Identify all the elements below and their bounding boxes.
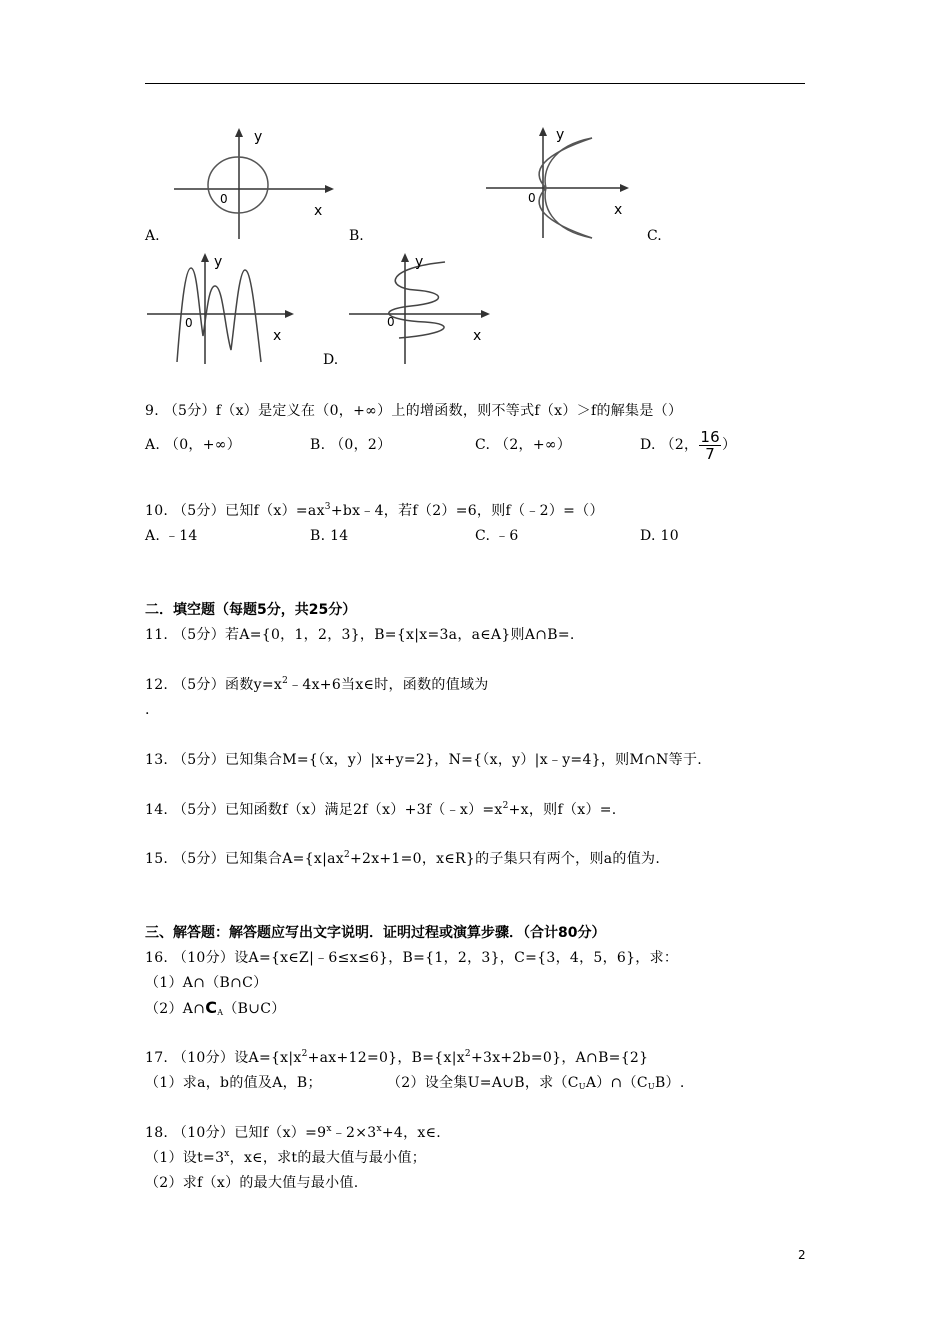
option-d-label: D. [323, 352, 339, 368]
svg-text:x: x [273, 328, 282, 344]
section-3-heading: 三、解答题：解答题应写出文字说明．证明过程或演算步骤．（合计80分） [145, 925, 606, 941]
section-2-heading: 二．填空题（每题5分，共25分） [145, 602, 357, 618]
svg-text:y: y [415, 254, 424, 270]
svg-text:y: y [254, 129, 263, 145]
q17-stem: 17. （10分）设$A=\{x|x^2+ax+12=0\}$，$B=\{x|x^2+3x+2b=0\}$，A∩B={2} [145, 1049, 649, 1066]
svg-text:x: x [314, 203, 323, 219]
graph-a-circle [168, 125, 348, 245]
q10-option-b: B. 14 [310, 528, 349, 544]
q10-option-a: A. ﹣14 [145, 528, 198, 544]
q11: 11. （5分）若A={0，1，2，3}，B={x|x=3a，a∈A}则A∩B=. [145, 627, 575, 643]
q12-blank-dot: . [145, 702, 150, 718]
graph-d-sideways-wave [345, 250, 505, 370]
q16-part-1: （1）A∩（B∩C） [145, 975, 268, 991]
q17-part-2: （2）设全集U=A∪B，求$(C_UA)\cap(C_UB)$. [387, 1075, 685, 1091]
q16-part-2: $(2)A\cap C_A(B\cup C)$ [145, 998, 286, 1017]
q18-stem: 18. （10分）已知$f(x)=9^x﹣2\times 3^x+4$，x∈. [145, 1124, 442, 1141]
q18-part-2: （2）求f（x）的最大值与最小值. [145, 1175, 359, 1191]
svg-text:0: 0 [528, 191, 536, 205]
q10-option-d: D. 10 [640, 528, 679, 544]
option-b-label: B. [349, 228, 364, 244]
q9-option-c: C. （2，+∞） [475, 437, 572, 453]
option-c-label: C. [647, 228, 662, 244]
q13: 13. （5分）已知集合M={（x，y）|x+y=2}，N={（x，y）|x﹣y=4}，则M∩N等于. [145, 752, 703, 768]
svg-text:0: 0 [185, 316, 193, 330]
q10-option-c: C. ﹣6 [475, 528, 519, 544]
q16-stem: 16. （10分）设A={x∈Z|﹣6≤x≤6}，B={1，2，3}，C={3，4，5，6}，求： [145, 950, 679, 966]
q10-stem: 10. （5分）已知$f(x)=ax^3+bx﹣4$，若f（2）=6，则f（﹣2）=（） [145, 502, 604, 519]
q18-part-1: （1）设$t=3^x$，x∈，求t的最大值与最小值； [145, 1149, 427, 1166]
header-rule [145, 83, 805, 84]
graph-c-wave [145, 250, 305, 370]
q9-option-d: D. （2， $\frac{16}{7}$ ） [640, 427, 737, 463]
q9-fraction: $\frac{16}{7}$ [700, 427, 721, 463]
q12: 12. （5分）函数$y=x^2﹣4x+6$当x∈时，函数的值域为 [145, 676, 489, 693]
q17-part-1: （1）求a，b的值及A，B； [145, 1075, 322, 1091]
q14: 14. （5分）已知函数f（x）满足$2f(x)+3f(﹣x)=x^2+x$，则f（x）=. [145, 801, 617, 818]
svg-text:0: 0 [387, 315, 395, 329]
q15: 15. （5分）已知集合$A=\{x|ax^2+2x+1=0$，x∈R}的子集只有两个，则a的值为. [145, 850, 661, 867]
svg-text:0: 0 [220, 192, 228, 206]
q9-option-a: A. （0，+∞） [145, 437, 242, 453]
svg-text:x: x [614, 202, 623, 218]
q9-stem: 9. （5分）f（x）是定义在（0，+∞）上的增函数，则不等式f（x）＞f的解集是（） [145, 403, 683, 419]
page-number: 2 [798, 1248, 806, 1262]
q9-option-b: B. （0，2） [310, 437, 392, 453]
svg-text:y: y [214, 254, 223, 270]
option-a-label: A. [145, 228, 160, 244]
svg-text:x: x [473, 328, 482, 344]
graph-b-parabola [480, 122, 660, 242]
svg-text:y: y [556, 127, 565, 143]
